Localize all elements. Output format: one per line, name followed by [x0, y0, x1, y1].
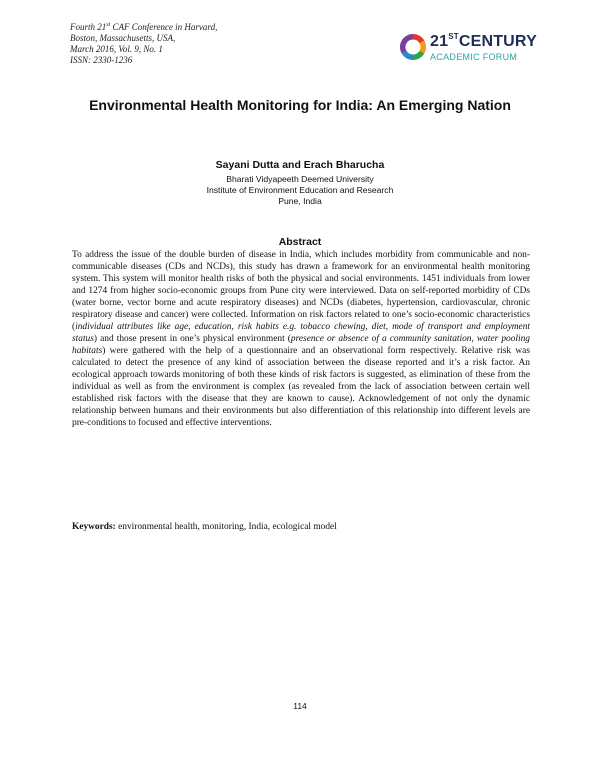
logo-subtitle: ACADEMIC FORUM: [430, 52, 518, 62]
affiliation-university: Bharati Vidyapeeth Deemed University: [226, 174, 374, 184]
affiliation-institute: Institute of Environment Education and Research: [206, 185, 394, 195]
globe-logo-icon: [396, 30, 430, 64]
paper-authors: Sayani Dutta and Erach Bharucha: [215, 159, 385, 171]
conference-date-volume: March 2016, Vol. 9, No. 1: [70, 44, 163, 54]
logo-title: 21STCENTURY: [430, 32, 537, 50]
abstract-body: To address the issue of the double burden of disease in India, which includes morbidity from communicable and non-communicable diseases (CDs and NCDs), this study has drawn a framework for an environmental health monitoring system. This system will monitor health risks of both the physical and social environments. 1451 individuals from lower and 1274 from higher socio-economic groups from Pune city were interviewed. Data on self-reported morbidity of CDs (water borne, vector borne and acute respiratory diseases) and NCDs (diabetes, hypertension, cardiovascular, chronic respiratory disease and cancer) were collected. Information on risk factors related to one’s socio-economic characteristics (individual attributes like age, education, risk habits e.g. tobacco chewing, diet, mode of transport and employment status) and those present in one’s physical environment (presence or absence of a community sanitation, water pooling habitats) were gathered with the help of a questionnaire and an observational form respectively. Relative risk was calculated to detect the presence of any kind of association between the disease reported and it’s a risk factor. An ecological approach towards monitoring of both these kinds of risk factors is suggested, as elimination of these from the individual as well as from the environment is complex (as revealed from the lack of association between certain well established risk factors with the disease that they are known to cause). Acknowledgement of not only the dynamic relationship between humans and their environments but also differentiation of this relationship into different levels are pre-conditions to focused and effective interventions.: [72, 250, 530, 428]
affiliation-location: Pune, India: [278, 196, 322, 206]
keywords-label: Keywords:: [72, 522, 116, 532]
page-number: 114: [293, 701, 307, 711]
keywords: [72, 521, 530, 533]
conference-location: Boston, Massachusetts, USA,: [70, 33, 176, 43]
conference-line: Fourth 21st CAF Conference in Harvard,: [70, 22, 218, 32]
academic-forum-logo: [396, 30, 536, 74]
conference-issn: ISSN: 2330-1236: [70, 55, 133, 65]
logo-segment: [400, 34, 413, 54]
abstract-heading: Abstract: [278, 236, 322, 248]
paper-title: Environmental Health Monitoring for India: An Emerging Nation: [89, 97, 511, 113]
keywords-list: environmental health, monitoring, India, ecological model: [115, 522, 337, 532]
conference-info: [70, 22, 300, 66]
